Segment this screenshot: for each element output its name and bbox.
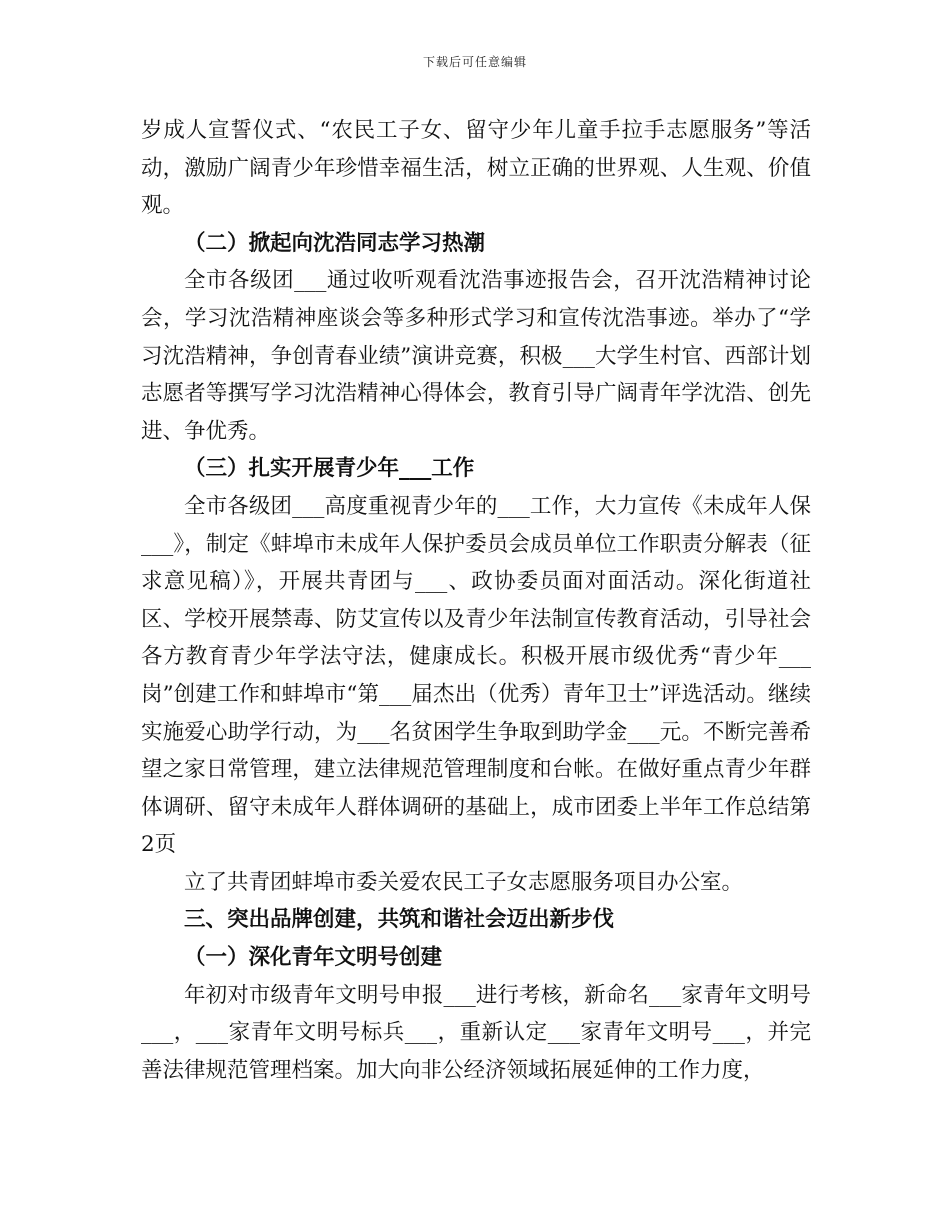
section-heading: （一）深化青年文明号创建: [184, 945, 443, 971]
paragraph: 岁成人宣誓仪式、“农民工子女、留守少年儿童手拉手志愿服务”等活动，激励广阔青少年珍惜幸福生活，树立正确的世界观、人生观、价值观。: [141, 118, 811, 219]
paragraph: 立了共青团蚌埠市委关爱农民工子女志愿服务项目办公室。: [184, 869, 744, 895]
paragraph: 年初对市级青年文明号申报___进行考核，新命名___家青年文明号___，___家青年文明号标兵___，重新认定___家青年文明号___，并完善法律规范管理档案。加大向非公经济领域拓展延伸的工作力度，: [141, 982, 811, 1083]
chapter-heading: 三、突出品牌创建，共筑和谐社会迈出新步伐: [184, 907, 615, 933]
section-heading: （二）掀起向沈浩同志学习热潮: [184, 230, 486, 256]
page-header: 下载后可任意编辑: [422, 55, 527, 69]
paragraph: 全市各级团___通过收听观看沈浩事迹报告会，召开沈浩精神讨论会，学习沈浩精神座谈会等多种形式学习和宣传沈浩事迹。举办了“学习沈浩精神，争创青春业绩”演讲竞赛，积极___大学生村官、西部计划志愿者等撰写学习沈浩精神心得体会，教育引导广阔青年学沈浩、创先进、争优秀。: [141, 268, 811, 444]
section-heading: （三）扎实开展青少年___工作: [184, 456, 475, 482]
document-body: [141, 112, 811, 1089]
paragraph: 全市各级团___高度重视青少年的___工作，大力宣传《未成年人保___》，制定《蚌埠市未成年人保护委员会成员单位工作职责分解表（征求意见稿）》，开展共青团与___、政协委员面对面活动。深化街道社区、学校开展禁毒、防艾宣传以及青少年法制宣传教育活动，引导社会各方教育青少年学法守法，健康成长。积极开展市级优秀“青少年___岗”创建工作和蚌埠市“第___届杰出（优秀）青年卫士”评选活动。继续实施爱心助学行动，为___名贫困学生争取到助学金___元。不断完善希望之家日常管理，建立法律规范管理制度和台帐。在做好重点青少年群体调研、留守未成年人群体调研的基础上，成市团委上半年工作总结第2页: [141, 493, 811, 858]
